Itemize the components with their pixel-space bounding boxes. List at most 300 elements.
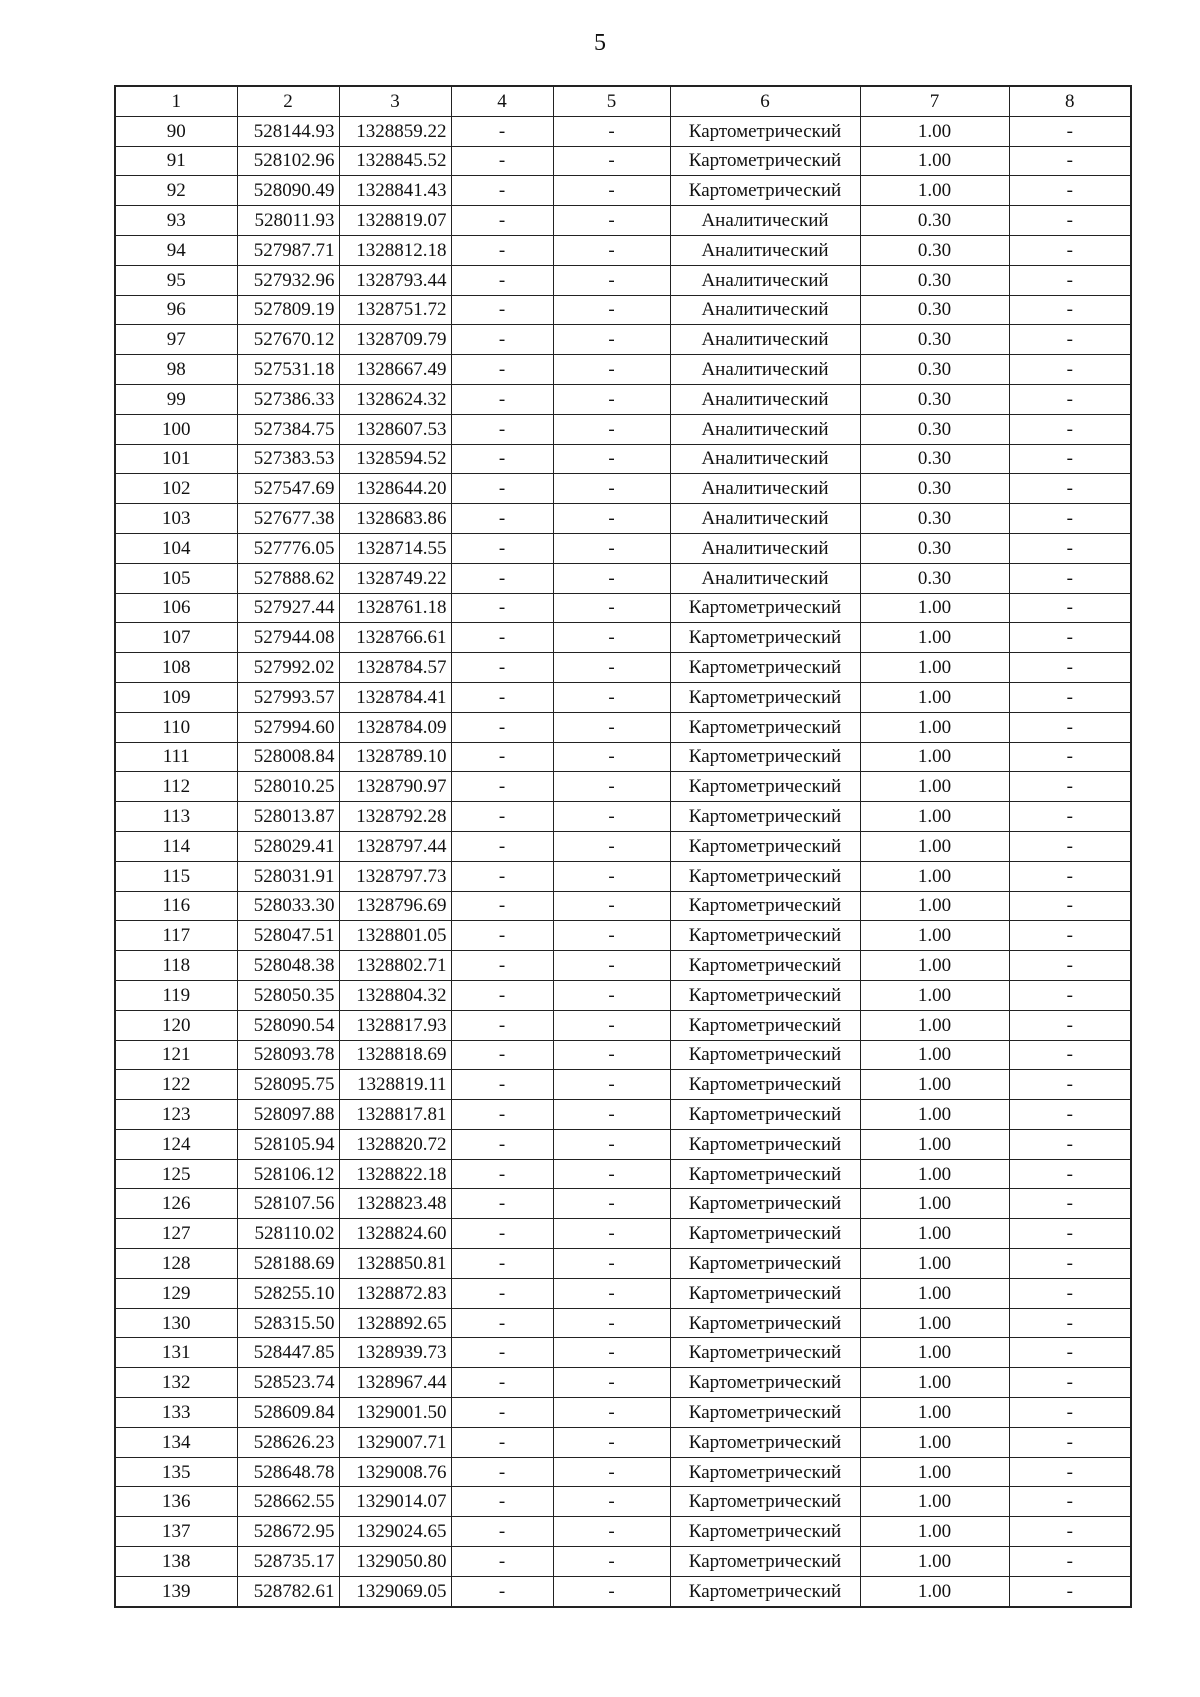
table-row bbox=[115, 146, 1131, 176]
table-cell-col-4: - bbox=[451, 951, 553, 981]
table-cell-col-8: - bbox=[1009, 1100, 1131, 1130]
table-cell-col-4: - bbox=[451, 1338, 553, 1368]
table-cell-col-5: - bbox=[553, 1457, 670, 1487]
table-cell-col-5: - bbox=[553, 653, 670, 683]
table-row bbox=[115, 116, 1131, 146]
table-cell-col-7: 1.00 bbox=[860, 742, 1009, 772]
table-cell-col-6: Картометрический bbox=[670, 1427, 860, 1457]
table-cell-col-3: 1328822.18 bbox=[339, 1159, 451, 1189]
table-cell-col-4: - bbox=[451, 1308, 553, 1338]
table-cell-col-5: - bbox=[553, 265, 670, 295]
table-cell-col-7: 1.00 bbox=[860, 980, 1009, 1010]
table-cell-col-5: - bbox=[553, 1547, 670, 1577]
table-cell-col-3: 1329014.07 bbox=[339, 1487, 451, 1517]
table-cell-col-8: - bbox=[1009, 921, 1131, 951]
table-row bbox=[115, 1398, 1131, 1428]
table-cell-col-1: 113 bbox=[115, 802, 237, 832]
table-cell-col-1: 104 bbox=[115, 533, 237, 563]
table-cell-col-8: - bbox=[1009, 1338, 1131, 1368]
table-cell-col-4: - bbox=[451, 504, 553, 534]
table-row bbox=[115, 623, 1131, 653]
table-row bbox=[115, 235, 1131, 265]
table-cell-col-4: - bbox=[451, 116, 553, 146]
table-cell-col-1: 108 bbox=[115, 653, 237, 683]
table-cell-col-4: - bbox=[451, 414, 553, 444]
table-cell-col-2: 528523.74 bbox=[237, 1368, 339, 1398]
table-cell-col-5: - bbox=[553, 593, 670, 623]
column-header-3: 3 bbox=[339, 86, 451, 116]
table-cell-col-4: - bbox=[451, 1129, 553, 1159]
table-cell-col-3: 1328859.22 bbox=[339, 116, 451, 146]
table-cell-col-4: - bbox=[451, 235, 553, 265]
table-cell-col-1: 118 bbox=[115, 951, 237, 981]
table-cell-col-3: 1329024.65 bbox=[339, 1517, 451, 1547]
table-cell-col-8: - bbox=[1009, 1487, 1131, 1517]
table-cell-col-7: 1.00 bbox=[860, 1070, 1009, 1100]
table-cell-col-1: 137 bbox=[115, 1517, 237, 1547]
table-cell-col-7: 1.00 bbox=[860, 712, 1009, 742]
table-cell-col-6: Картометрический bbox=[670, 1100, 860, 1130]
table-cell-col-3: 1328819.11 bbox=[339, 1070, 451, 1100]
table-cell-col-4: - bbox=[451, 653, 553, 683]
table-cell-col-8: - bbox=[1009, 1249, 1131, 1279]
table-cell-col-3: 1329050.80 bbox=[339, 1547, 451, 1577]
table-cell-col-4: - bbox=[451, 563, 553, 593]
table-cell-col-6: Картометрический bbox=[670, 1517, 860, 1547]
table-cell-col-8: - bbox=[1009, 802, 1131, 832]
table-cell-col-7: 1.00 bbox=[860, 116, 1009, 146]
table-row bbox=[115, 1189, 1131, 1219]
table-cell-col-5: - bbox=[553, 146, 670, 176]
table-cell-col-8: - bbox=[1009, 653, 1131, 683]
table-row bbox=[115, 1427, 1131, 1457]
table-cell-col-3: 1328749.22 bbox=[339, 563, 451, 593]
table-cell-col-3: 1328817.81 bbox=[339, 1100, 451, 1130]
table-cell-col-4: - bbox=[451, 265, 553, 295]
table-cell-col-1: 129 bbox=[115, 1278, 237, 1308]
table-cell-col-3: 1328872.83 bbox=[339, 1278, 451, 1308]
table-cell-col-6: Аналитический bbox=[670, 265, 860, 295]
table-cell-col-2: 528662.55 bbox=[237, 1487, 339, 1517]
column-header-5: 5 bbox=[553, 86, 670, 116]
table-cell-col-5: - bbox=[553, 1010, 670, 1040]
table-cell-col-5: - bbox=[553, 682, 670, 712]
table-row bbox=[115, 533, 1131, 563]
table-cell-col-2: 528050.35 bbox=[237, 980, 339, 1010]
table-cell-col-8: - bbox=[1009, 116, 1131, 146]
table-cell-col-2: 528090.49 bbox=[237, 176, 339, 206]
table-cell-col-7: 1.00 bbox=[860, 772, 1009, 802]
table-cell-col-8: - bbox=[1009, 325, 1131, 355]
table-cell-col-5: - bbox=[553, 116, 670, 146]
table-row bbox=[115, 1308, 1131, 1338]
table-cell-col-5: - bbox=[553, 1189, 670, 1219]
table-cell-col-4: - bbox=[451, 1249, 553, 1279]
table-cell-col-1: 95 bbox=[115, 265, 237, 295]
table-cell-col-7: 0.30 bbox=[860, 295, 1009, 325]
table-cell-col-6: Картометрический bbox=[670, 1070, 860, 1100]
table-cell-col-3: 1328850.81 bbox=[339, 1249, 451, 1279]
table-cell-col-3: 1328751.72 bbox=[339, 295, 451, 325]
column-header-8: 8 bbox=[1009, 86, 1131, 116]
table-cell-col-2: 527547.69 bbox=[237, 474, 339, 504]
table-cell-col-4: - bbox=[451, 980, 553, 1010]
table-row bbox=[115, 891, 1131, 921]
table-cell-col-4: - bbox=[451, 1070, 553, 1100]
table-cell-col-7: 1.00 bbox=[860, 1129, 1009, 1159]
table-cell-col-7: 0.30 bbox=[860, 563, 1009, 593]
table-cell-col-3: 1328683.86 bbox=[339, 504, 451, 534]
table-row bbox=[115, 772, 1131, 802]
table-cell-col-4: - bbox=[451, 295, 553, 325]
table-cell-col-6: Картометрический bbox=[670, 593, 860, 623]
table-cell-col-1: 102 bbox=[115, 474, 237, 504]
table-row bbox=[115, 504, 1131, 534]
table-cell-col-5: - bbox=[553, 355, 670, 385]
table-cell-col-5: - bbox=[553, 235, 670, 265]
table-cell-col-5: - bbox=[553, 1040, 670, 1070]
table-cell-col-3: 1328820.72 bbox=[339, 1129, 451, 1159]
table-cell-col-3: 1329069.05 bbox=[339, 1576, 451, 1606]
table-cell-col-4: - bbox=[451, 1010, 553, 1040]
table-cell-col-6: Аналитический bbox=[670, 206, 860, 236]
table-cell-col-2: 527531.18 bbox=[237, 355, 339, 385]
table-row bbox=[115, 1070, 1131, 1100]
table-cell-col-2: 527993.57 bbox=[237, 682, 339, 712]
table-cell-col-2: 528735.17 bbox=[237, 1547, 339, 1577]
table-body bbox=[115, 116, 1131, 1606]
table-cell-col-8: - bbox=[1009, 1576, 1131, 1606]
table-cell-col-1: 121 bbox=[115, 1040, 237, 1070]
table-cell-col-1: 127 bbox=[115, 1219, 237, 1249]
table-row bbox=[115, 1576, 1131, 1606]
table-cell-col-3: 1328784.09 bbox=[339, 712, 451, 742]
table-cell-col-7: 0.30 bbox=[860, 325, 1009, 355]
table-cell-col-1: 116 bbox=[115, 891, 237, 921]
table-cell-col-6: Картометрический bbox=[670, 1308, 860, 1338]
table-cell-col-8: - bbox=[1009, 146, 1131, 176]
table-row bbox=[115, 653, 1131, 683]
table-cell-col-2: 528672.95 bbox=[237, 1517, 339, 1547]
table-cell-col-8: - bbox=[1009, 1308, 1131, 1338]
table-cell-col-6: Аналитический bbox=[670, 444, 860, 474]
table-cell-col-8: - bbox=[1009, 355, 1131, 385]
table-row bbox=[115, 1368, 1131, 1398]
table-row bbox=[115, 1010, 1131, 1040]
table-cell-col-2: 527809.19 bbox=[237, 295, 339, 325]
table-cell-col-7: 0.30 bbox=[860, 384, 1009, 414]
table-cell-col-7: 1.00 bbox=[860, 1189, 1009, 1219]
table-cell-col-5: - bbox=[553, 295, 670, 325]
table-cell-col-1: 124 bbox=[115, 1129, 237, 1159]
table-cell-col-4: - bbox=[451, 325, 553, 355]
table-cell-col-2: 528048.38 bbox=[237, 951, 339, 981]
table-cell-col-7: 1.00 bbox=[860, 1278, 1009, 1308]
table-cell-col-2: 528011.93 bbox=[237, 206, 339, 236]
table-cell-col-1: 98 bbox=[115, 355, 237, 385]
table-cell-col-5: - bbox=[553, 1129, 670, 1159]
table-row bbox=[115, 1547, 1131, 1577]
table-cell-col-5: - bbox=[553, 742, 670, 772]
table-cell-col-5: - bbox=[553, 861, 670, 891]
table-cell-col-8: - bbox=[1009, 1219, 1131, 1249]
table-cell-col-7: 0.30 bbox=[860, 235, 1009, 265]
table-cell-col-5: - bbox=[553, 1100, 670, 1130]
table-cell-col-5: - bbox=[553, 1308, 670, 1338]
table-cell-col-4: - bbox=[451, 1547, 553, 1577]
table-cell-col-8: - bbox=[1009, 1547, 1131, 1577]
table-cell-col-8: - bbox=[1009, 980, 1131, 1010]
table-cell-col-2: 527386.33 bbox=[237, 384, 339, 414]
table-cell-col-1: 92 bbox=[115, 176, 237, 206]
table-cell-col-5: - bbox=[553, 1576, 670, 1606]
table-cell-col-7: 0.30 bbox=[860, 444, 1009, 474]
table-cell-col-6: Картометрический bbox=[670, 1189, 860, 1219]
table-cell-col-8: - bbox=[1009, 1189, 1131, 1219]
table-cell-col-4: - bbox=[451, 802, 553, 832]
table-row bbox=[115, 1100, 1131, 1130]
table-row bbox=[115, 861, 1131, 891]
table-cell-col-8: - bbox=[1009, 712, 1131, 742]
column-header-4: 4 bbox=[451, 86, 553, 116]
table-row bbox=[115, 980, 1131, 1010]
table-cell-col-8: - bbox=[1009, 444, 1131, 474]
table-cell-col-7: 1.00 bbox=[860, 1159, 1009, 1189]
table-cell-col-2: 528029.41 bbox=[237, 831, 339, 861]
column-header-6: 6 bbox=[670, 86, 860, 116]
table-cell-col-8: - bbox=[1009, 1427, 1131, 1457]
table-cell-col-6: Аналитический bbox=[670, 563, 860, 593]
table-cell-col-6: Картометрический bbox=[670, 802, 860, 832]
table-cell-col-8: - bbox=[1009, 176, 1131, 206]
table-cell-col-6: Картометрический bbox=[670, 623, 860, 653]
table-cell-col-8: - bbox=[1009, 563, 1131, 593]
table-cell-col-7: 1.00 bbox=[860, 1010, 1009, 1040]
table-cell-col-3: 1328709.79 bbox=[339, 325, 451, 355]
table-row bbox=[115, 682, 1131, 712]
table-row bbox=[115, 384, 1131, 414]
table-row bbox=[115, 563, 1131, 593]
table-cell-col-7: 0.30 bbox=[860, 533, 1009, 563]
table-row bbox=[115, 593, 1131, 623]
table-row bbox=[115, 444, 1131, 474]
table-cell-col-8: - bbox=[1009, 235, 1131, 265]
table-cell-col-4: - bbox=[451, 1368, 553, 1398]
table-cell-col-4: - bbox=[451, 891, 553, 921]
table-row bbox=[115, 1457, 1131, 1487]
table-cell-col-6: Картометрический bbox=[670, 1338, 860, 1368]
table-cell-col-8: - bbox=[1009, 295, 1131, 325]
table-cell-col-8: - bbox=[1009, 742, 1131, 772]
table-cell-col-5: - bbox=[553, 1517, 670, 1547]
table-cell-col-3: 1328766.61 bbox=[339, 623, 451, 653]
table-cell-col-7: 1.00 bbox=[860, 1547, 1009, 1577]
table-cell-col-5: - bbox=[553, 325, 670, 355]
table-cell-col-7: 1.00 bbox=[860, 176, 1009, 206]
table-cell-col-3: 1328784.57 bbox=[339, 653, 451, 683]
table-cell-col-1: 120 bbox=[115, 1010, 237, 1040]
table-cell-col-1: 139 bbox=[115, 1576, 237, 1606]
table-cell-col-1: 132 bbox=[115, 1368, 237, 1398]
table-cell-col-6: Картометрический bbox=[670, 712, 860, 742]
table-cell-col-1: 138 bbox=[115, 1547, 237, 1577]
table-cell-col-1: 117 bbox=[115, 921, 237, 951]
table-cell-col-7: 0.30 bbox=[860, 474, 1009, 504]
table-cell-col-2: 528188.69 bbox=[237, 1249, 339, 1279]
table-cell-col-4: - bbox=[451, 1040, 553, 1070]
table-cell-col-4: - bbox=[451, 623, 553, 653]
table-cell-col-6: Картометрический bbox=[670, 1547, 860, 1577]
table-cell-col-8: - bbox=[1009, 951, 1131, 981]
column-header-1: 1 bbox=[115, 86, 237, 116]
table-cell-col-3: 1328796.69 bbox=[339, 891, 451, 921]
table-cell-col-3: 1328797.44 bbox=[339, 831, 451, 861]
table-cell-col-3: 1328818.69 bbox=[339, 1040, 451, 1070]
table-cell-col-7: 1.00 bbox=[860, 1308, 1009, 1338]
table-cell-col-2: 527888.62 bbox=[237, 563, 339, 593]
table-cell-col-3: 1328761.18 bbox=[339, 593, 451, 623]
table-cell-col-2: 527384.75 bbox=[237, 414, 339, 444]
table-cell-col-1: 103 bbox=[115, 504, 237, 534]
table-cell-col-2: 528107.56 bbox=[237, 1189, 339, 1219]
table-cell-col-8: - bbox=[1009, 1398, 1131, 1428]
table-cell-col-3: 1328793.44 bbox=[339, 265, 451, 295]
table-cell-col-2: 528090.54 bbox=[237, 1010, 339, 1040]
table-cell-col-4: - bbox=[451, 1576, 553, 1606]
table-row bbox=[115, 1249, 1131, 1279]
table-cell-col-2: 528031.91 bbox=[237, 861, 339, 891]
table-cell-col-7: 0.30 bbox=[860, 265, 1009, 295]
table-cell-col-5: - bbox=[553, 1368, 670, 1398]
table-cell-col-5: - bbox=[553, 802, 670, 832]
table-cell-col-2: 527670.12 bbox=[237, 325, 339, 355]
table-row bbox=[115, 951, 1131, 981]
table-cell-col-7: 0.30 bbox=[860, 414, 1009, 444]
table-cell-col-1: 115 bbox=[115, 861, 237, 891]
table-cell-col-4: - bbox=[451, 593, 553, 623]
table-cell-col-6: Картометрический bbox=[670, 1368, 860, 1398]
table-cell-col-5: - bbox=[553, 206, 670, 236]
table-cell-col-4: - bbox=[451, 1100, 553, 1130]
table-cell-col-4: - bbox=[451, 772, 553, 802]
table-cell-col-6: Аналитический bbox=[670, 474, 860, 504]
table-row bbox=[115, 1278, 1131, 1308]
table-cell-col-6: Картометрический bbox=[670, 951, 860, 981]
table-cell-col-5: - bbox=[553, 1338, 670, 1368]
table-cell-col-5: - bbox=[553, 1070, 670, 1100]
table-cell-col-1: 122 bbox=[115, 1070, 237, 1100]
table-cell-col-2: 528447.85 bbox=[237, 1338, 339, 1368]
table-cell-col-5: - bbox=[553, 504, 670, 534]
table-cell-col-2: 528047.51 bbox=[237, 921, 339, 951]
table-cell-col-3: 1329007.71 bbox=[339, 1427, 451, 1457]
table-cell-col-6: Аналитический bbox=[670, 325, 860, 355]
table-row bbox=[115, 1338, 1131, 1368]
table-cell-col-4: - bbox=[451, 474, 553, 504]
table-cell-col-6: Картометрический bbox=[670, 1159, 860, 1189]
table-cell-col-5: - bbox=[553, 444, 670, 474]
table-cell-col-5: - bbox=[553, 414, 670, 444]
table-cell-col-4: - bbox=[451, 1278, 553, 1308]
table-cell-col-3: 1328845.52 bbox=[339, 146, 451, 176]
table-cell-col-4: - bbox=[451, 682, 553, 712]
table-cell-col-6: Картометрический bbox=[670, 1576, 860, 1606]
table-cell-col-3: 1328594.52 bbox=[339, 444, 451, 474]
table-cell-col-8: - bbox=[1009, 533, 1131, 563]
table-cell-col-8: - bbox=[1009, 384, 1131, 414]
table-cell-col-2: 527987.71 bbox=[237, 235, 339, 265]
table-cell-col-1: 93 bbox=[115, 206, 237, 236]
table-cell-col-6: Аналитический bbox=[670, 533, 860, 563]
table-cell-col-3: 1328817.93 bbox=[339, 1010, 451, 1040]
table-cell-col-8: - bbox=[1009, 1457, 1131, 1487]
table-cell-col-8: - bbox=[1009, 414, 1131, 444]
table-row bbox=[115, 206, 1131, 236]
table-cell-col-8: - bbox=[1009, 265, 1131, 295]
table-cell-col-2: 528144.93 bbox=[237, 116, 339, 146]
table-cell-col-8: - bbox=[1009, 623, 1131, 653]
table-cell-col-7: 1.00 bbox=[860, 1487, 1009, 1517]
table-cell-col-6: Картометрический bbox=[670, 772, 860, 802]
table-cell-col-7: 1.00 bbox=[860, 1517, 1009, 1547]
table-cell-col-7: 0.30 bbox=[860, 355, 1009, 385]
table-cell-col-1: 96 bbox=[115, 295, 237, 325]
table-cell-col-6: Картометрический bbox=[670, 146, 860, 176]
table-cell-col-1: 130 bbox=[115, 1308, 237, 1338]
table-cell-col-6: Картометрический bbox=[670, 742, 860, 772]
table-cell-col-1: 123 bbox=[115, 1100, 237, 1130]
page-number: 5 bbox=[594, 30, 606, 56]
table-cell-col-1: 131 bbox=[115, 1338, 237, 1368]
table-cell-col-7: 1.00 bbox=[860, 1249, 1009, 1279]
table-cell-col-5: - bbox=[553, 921, 670, 951]
table-row bbox=[115, 1219, 1131, 1249]
table-cell-col-3: 1328790.97 bbox=[339, 772, 451, 802]
table-cell-col-6: Аналитический bbox=[670, 504, 860, 534]
table-cell-col-1: 128 bbox=[115, 1249, 237, 1279]
table-cell-col-7: 1.00 bbox=[860, 653, 1009, 683]
table-cell-col-7: 1.00 bbox=[860, 802, 1009, 832]
table-cell-col-7: 0.30 bbox=[860, 206, 1009, 236]
table-cell-col-7: 1.00 bbox=[860, 831, 1009, 861]
table-cell-col-6: Картометрический bbox=[670, 1249, 860, 1279]
table-cell-col-7: 1.00 bbox=[860, 1338, 1009, 1368]
table-cell-col-7: 1.00 bbox=[860, 682, 1009, 712]
table-cell-col-3: 1328797.73 bbox=[339, 861, 451, 891]
table-cell-col-2: 528033.30 bbox=[237, 891, 339, 921]
table-cell-col-7: 1.00 bbox=[860, 1427, 1009, 1457]
table-cell-col-8: - bbox=[1009, 504, 1131, 534]
table-cell-col-2: 528782.61 bbox=[237, 1576, 339, 1606]
table-cell-col-2: 528095.75 bbox=[237, 1070, 339, 1100]
column-header-7: 7 bbox=[860, 86, 1009, 116]
table-cell-col-2: 528008.84 bbox=[237, 742, 339, 772]
table-cell-col-2: 527677.38 bbox=[237, 504, 339, 534]
table-cell-col-6: Картометрический bbox=[670, 1129, 860, 1159]
table-row bbox=[115, 1129, 1131, 1159]
table-cell-col-5: - bbox=[553, 951, 670, 981]
table-cell-col-3: 1328824.60 bbox=[339, 1219, 451, 1249]
table-cell-col-3: 1328792.28 bbox=[339, 802, 451, 832]
table-cell-col-8: - bbox=[1009, 593, 1131, 623]
table-cell-col-1: 100 bbox=[115, 414, 237, 444]
table-cell-col-1: 136 bbox=[115, 1487, 237, 1517]
table-cell-col-8: - bbox=[1009, 1278, 1131, 1308]
table-cell-col-8: - bbox=[1009, 1040, 1131, 1070]
table-cell-col-3: 1328624.32 bbox=[339, 384, 451, 414]
table-cell-col-8: - bbox=[1009, 1070, 1131, 1100]
table-cell-col-3: 1329008.76 bbox=[339, 1457, 451, 1487]
